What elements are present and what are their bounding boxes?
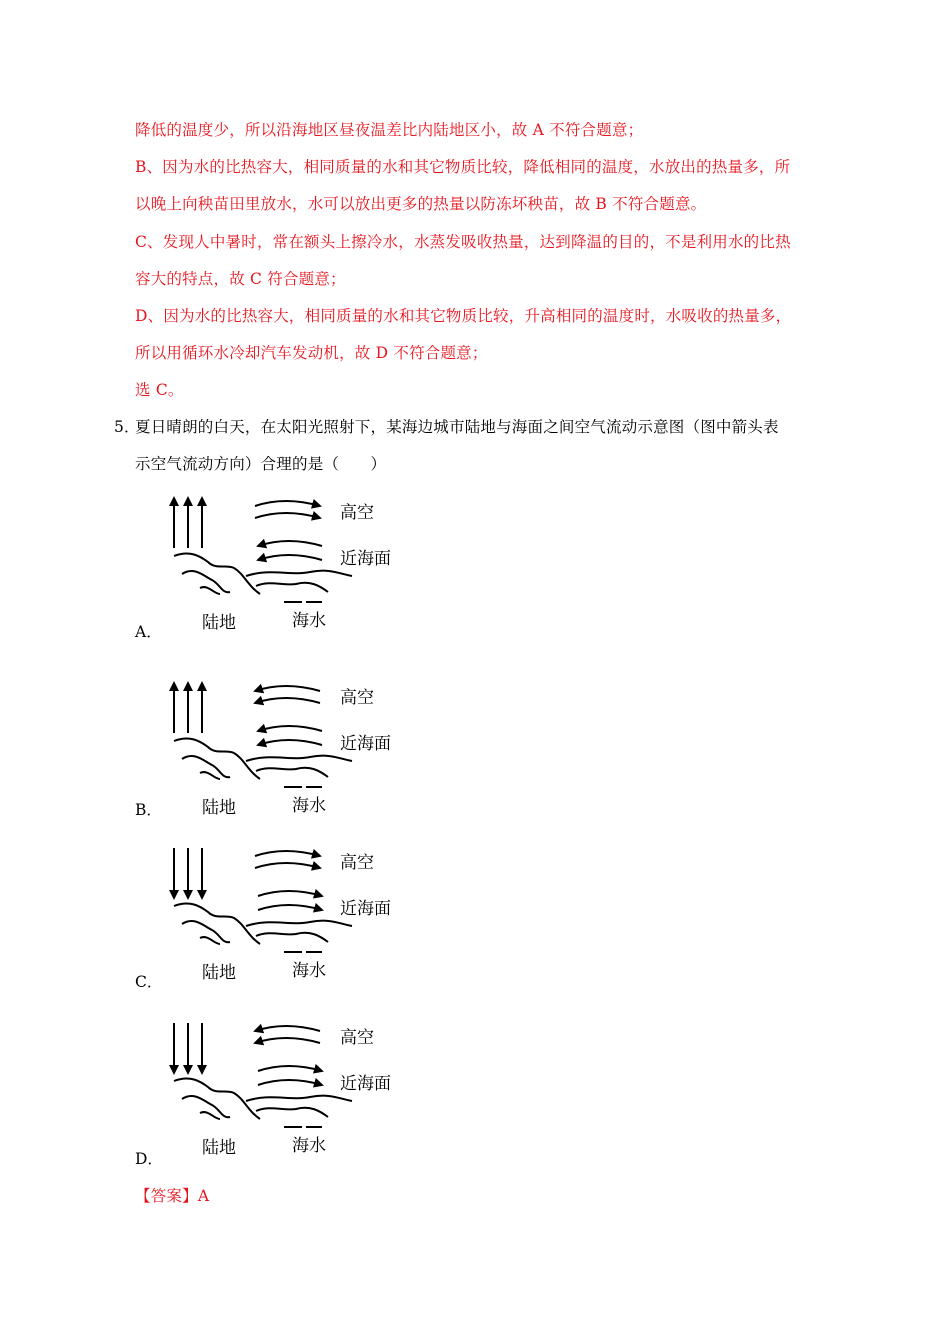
label-near-sea: 近海面 [340,899,391,919]
land-contour-1 [182,1096,230,1117]
near-sea-arrow-0 [258,726,322,731]
near-sea-arrow-1 [258,1080,322,1085]
land-contour-2 [200,1112,220,1119]
high-air-arrow-0 [255,851,320,856]
answer-prefix: 【答案】 [135,1187,198,1205]
option-label: C． [135,973,163,991]
option-diagram-2 [160,840,400,983]
explanation-line-4: C、发现人中暑时，常在额头上擦冷水，水蒸发吸收热量，达到降温的目的，不是利用水的比热 [135,233,791,251]
high-air-arrow-0 [255,686,320,691]
question-number: 5． [114,418,140,436]
land-contour-2 [200,772,220,779]
question-line-1: 夏日晴朗的白天，在太阳光照射下，某海边城市陆地与海面之间空气流动示意图（图中箭头表 [135,418,779,436]
sea-surface [246,756,352,761]
option-diagram-0 [160,490,400,633]
explanation-line-1: 降低的温度少，所以沿海地区昼夜温差比内陆地区小，故 A 不符合题意； [135,121,644,139]
question-line-2: 示空气流动方向）合理的是（ ） [135,455,387,473]
high-air-arrow-0 [255,501,320,506]
near-sea-arrow-1 [258,905,322,910]
near-sea-arrow-1 [258,555,322,560]
land-contour-1 [182,571,230,592]
label-near-sea: 近海面 [340,549,391,569]
label-sea: 海水 [292,611,326,631]
sea-wave-1 [256,583,328,592]
explanation-line-2: B、因为水的比热容大，相同质量的水和其它物质比较，降低相同的温度，水放出的热量多，所 [135,158,791,176]
near-sea-arrow-1 [258,740,322,745]
sea-surface [246,1096,352,1101]
high-air-arrow-1 [255,513,320,518]
answer-line [135,1184,209,1206]
near-sea-arrow-0 [258,541,322,546]
sea-surface [246,571,352,576]
coastline [174,904,260,944]
land-contour-2 [200,937,220,944]
label-land: 陆地 [202,963,236,983]
near-sea-arrow-0 [258,891,322,896]
label-near-sea: 近海面 [340,734,391,754]
option-diagram-3 [160,1015,400,1158]
label-land: 陆地 [202,798,236,818]
option-label: A． [135,623,162,641]
label-high-air: 高空 [340,853,374,873]
coastline [174,554,260,594]
explanation-line-5: 容大的特点，故 C 符合题意； [135,270,346,288]
high-air-arrow-1 [255,863,320,868]
label-high-air: 高空 [340,503,374,523]
sea-wave-1 [256,933,328,942]
land-contour-2 [200,587,220,594]
label-land: 陆地 [202,1138,236,1158]
option-label: B． [135,801,162,819]
option-label: D． [135,1150,163,1168]
label-near-sea: 近海面 [340,1074,391,1094]
high-air-arrow-1 [255,1038,320,1043]
land-contour-1 [182,756,230,777]
explanation-line-6: D、因为水的比热容大，相同质量的水和其它物质比较，升高相同的温度时，水吸收的热量多， [135,307,792,325]
sea-wave-1 [256,768,328,777]
near-sea-arrow-0 [258,1066,322,1071]
explanation-line-8: 选 C。 [135,381,184,399]
label-high-air: 高空 [340,1028,374,1048]
high-air-arrow-0 [255,1026,320,1031]
explanation-line-3: 以晚上向秧苗田里放水，水可以放出更多的热量以防冻坏秧苗，故 B 不符合题意。 [135,195,707,213]
answer-value: A [197,1187,210,1205]
label-high-air: 高空 [340,688,374,708]
sea-wave-1 [256,1108,328,1117]
label-sea: 海水 [292,1136,326,1156]
sea-surface [246,921,352,926]
coastline [174,1079,260,1119]
explanation-line-7: 所以用循环水冷却汽车发动机，故 D 不符合题意； [135,344,488,362]
land-contour-1 [182,921,230,942]
label-sea: 海水 [292,796,326,816]
option-diagram-1 [160,675,400,818]
label-land: 陆地 [202,613,236,633]
high-air-arrow-1 [255,698,320,703]
coastline [174,739,260,779]
label-sea: 海水 [292,961,326,981]
